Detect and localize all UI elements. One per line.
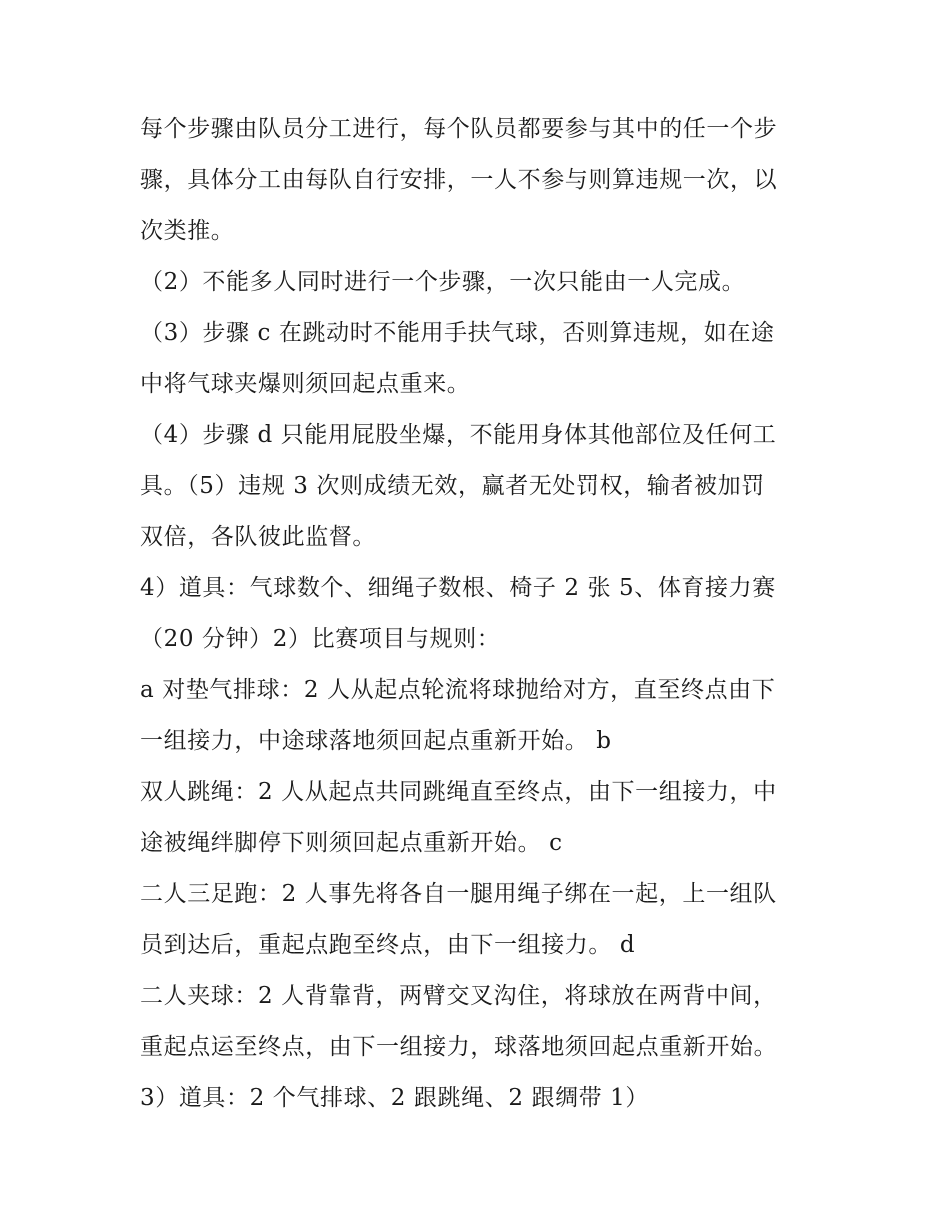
text-line: 具。（5）违规 3 次则成绩无效，赢者无处罚权，输者被加罚 <box>140 473 765 499</box>
text-line: 每个步骤由队员分工进行，每个队员都要参与其中的任一个步 <box>140 116 778 142</box>
text-line: 重起点运至终点，由下一组接力，球落地须回起点重新开始。 <box>140 1034 778 1060</box>
text-line: 一组接力，中途球落地须回起点重新开始。 b <box>140 728 612 754</box>
text-line: 3）道具：2 个气排球、2 跟跳绳、2 跟绸带 1） <box>140 1085 650 1111</box>
text-line: （2）不能多人同时进行一个步骤，一次只能由一人完成。 <box>140 269 746 295</box>
text-line: （20 分钟）2）比赛项目与规则： <box>140 626 501 652</box>
document-body <box>140 104 820 1124</box>
text-line: （4）步骤 d 只能用屁股坐爆，不能用身体其他部位及任何工 <box>140 422 777 448</box>
text-line: 员到达后，重起点跑至终点，由下一组接力。 d <box>140 932 636 958</box>
text-line: 双人跳绳：2 人从起点共同跳绳直至终点，由下一组接力，中 <box>140 779 777 805</box>
text-line: 双倍，各队彼此监督。 <box>140 524 376 550</box>
text-line: 二人夹球：2 人背靠背，两臂交叉沟住，将球放在两背中间， <box>140 983 777 1009</box>
text-line: 骤，具体分工由每队自行安排，一人不参与则算违规一次，以 <box>140 167 778 193</box>
text-line: 途被绳绊脚停下则须回起点重新开始。 c <box>140 830 563 856</box>
text-line: 二人三足跑：2 人事先将各自一腿用绳子绑在一起，上一组队 <box>140 881 777 907</box>
text-line: （3）步骤 c 在跳动时不能用手扶气球，否则算违规，如在途 <box>140 320 775 346</box>
text-line: a 对垫气排球：2 人从起点轮流将球抛给对方，直至终点由下 <box>140 677 776 703</box>
text-line: 中将气球夹爆则须回起点重来。 <box>140 371 471 397</box>
text-line: 4）道具：气球数个、细绳子数根、椅子 2 张 5、体育接力赛 <box>140 575 776 601</box>
text-line: 次类推。 <box>140 218 235 244</box>
